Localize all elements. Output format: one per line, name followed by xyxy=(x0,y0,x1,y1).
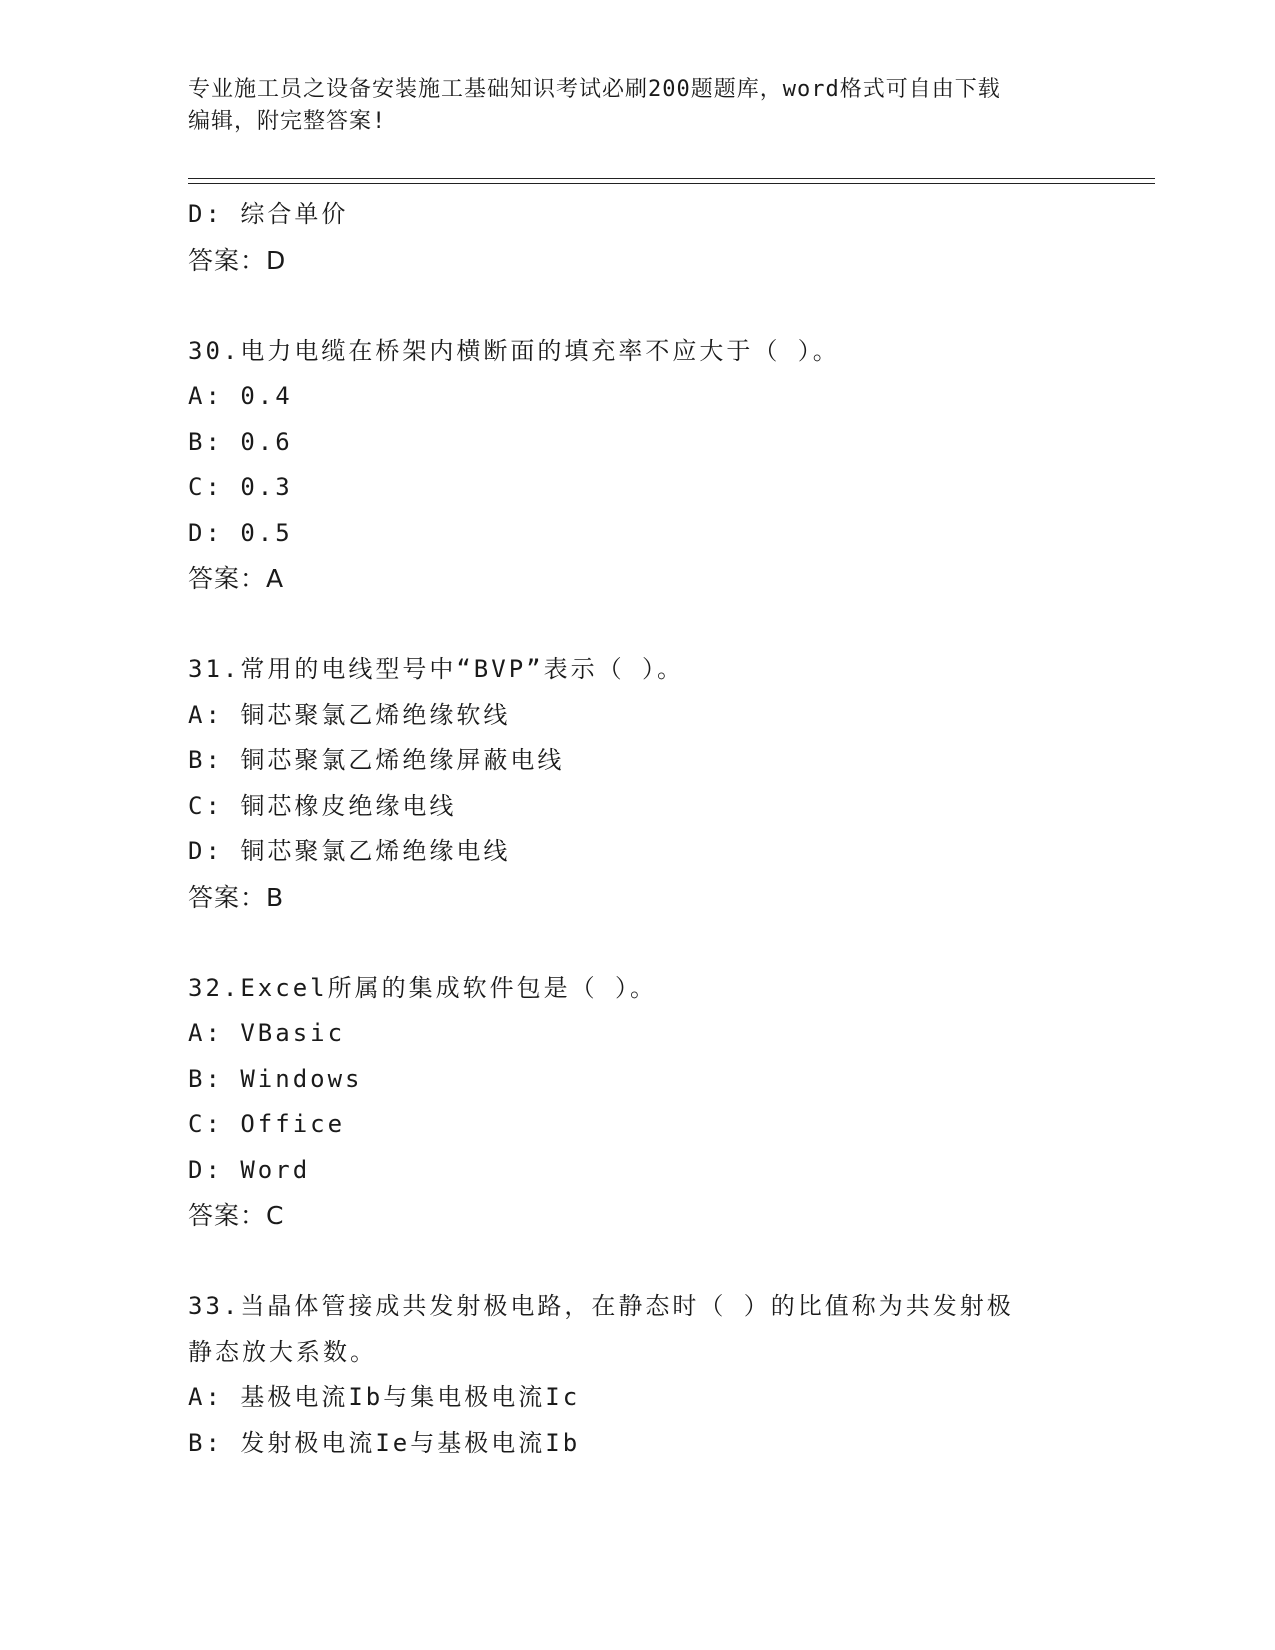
answer: 答案：D xyxy=(188,245,287,275)
option-b: B: 发射极电流Ie与基极电流Ib xyxy=(188,1428,581,1457)
option-a: A: 铜芯聚氯乙烯绝缘软线 xyxy=(188,700,511,729)
question-stem-line-1: 33.当晶体管接成共发射极电路，在静态时（ ）的比值称为共发射极 xyxy=(188,1292,1014,1320)
option-c: C: 0.3 xyxy=(188,473,293,501)
question-33 xyxy=(188,1284,1088,1466)
option-d: D: 综合单价 xyxy=(188,200,349,228)
question-stem-line-2: 静态放大系数。 xyxy=(188,1337,377,1366)
answer: 答案：A xyxy=(188,564,285,593)
question-stem: 31.常用的电线型号中“BVP”表示（ ）。 xyxy=(188,655,685,683)
answer: 答案：B xyxy=(188,882,285,912)
question-32 xyxy=(188,966,1088,1239)
spacer xyxy=(188,602,1088,648)
spacer xyxy=(188,920,1088,966)
option-a: A: VBasic xyxy=(188,1019,346,1047)
option-a: A: 0.4 xyxy=(188,382,293,410)
document-header xyxy=(188,74,1088,138)
option-b: B: 0.6 xyxy=(188,427,293,456)
option-d: D: Word xyxy=(188,1155,311,1184)
option-c: C: 铜芯橡皮绝缘电线 xyxy=(188,791,457,820)
option-c: C: Office xyxy=(188,1110,346,1138)
header-title-line-1: 专业施工员之设备安装施工基础知识考试必刷200题题库，word格式可自由下载 xyxy=(188,77,1001,102)
answer: 答案：C xyxy=(188,1201,285,1230)
option-a: A: 基极电流Ib与集电极电流Ic xyxy=(188,1383,581,1411)
header-title-line-2: 编辑，附完整答案! xyxy=(188,109,387,134)
option-d: D: 铜芯聚氯乙烯绝缘电线 xyxy=(188,837,511,865)
spacer xyxy=(188,283,1088,329)
question-stem: 32.Excel所属的集成软件包是（ ）。 xyxy=(188,973,658,1002)
spacer xyxy=(188,1239,1088,1285)
header-divider xyxy=(188,178,1155,184)
question-stem: 30.电力电缆在桥架内横断面的填充率不应大于（ ）。 xyxy=(188,336,840,365)
option-d: D: 0.5 xyxy=(188,518,293,547)
question-30 xyxy=(188,329,1088,602)
question-list xyxy=(188,192,1088,1466)
option-b: B: Windows xyxy=(188,1064,363,1093)
question-31 xyxy=(188,647,1088,920)
option-b: B: 铜芯聚氯乙烯绝缘屏蔽电线 xyxy=(188,746,565,774)
